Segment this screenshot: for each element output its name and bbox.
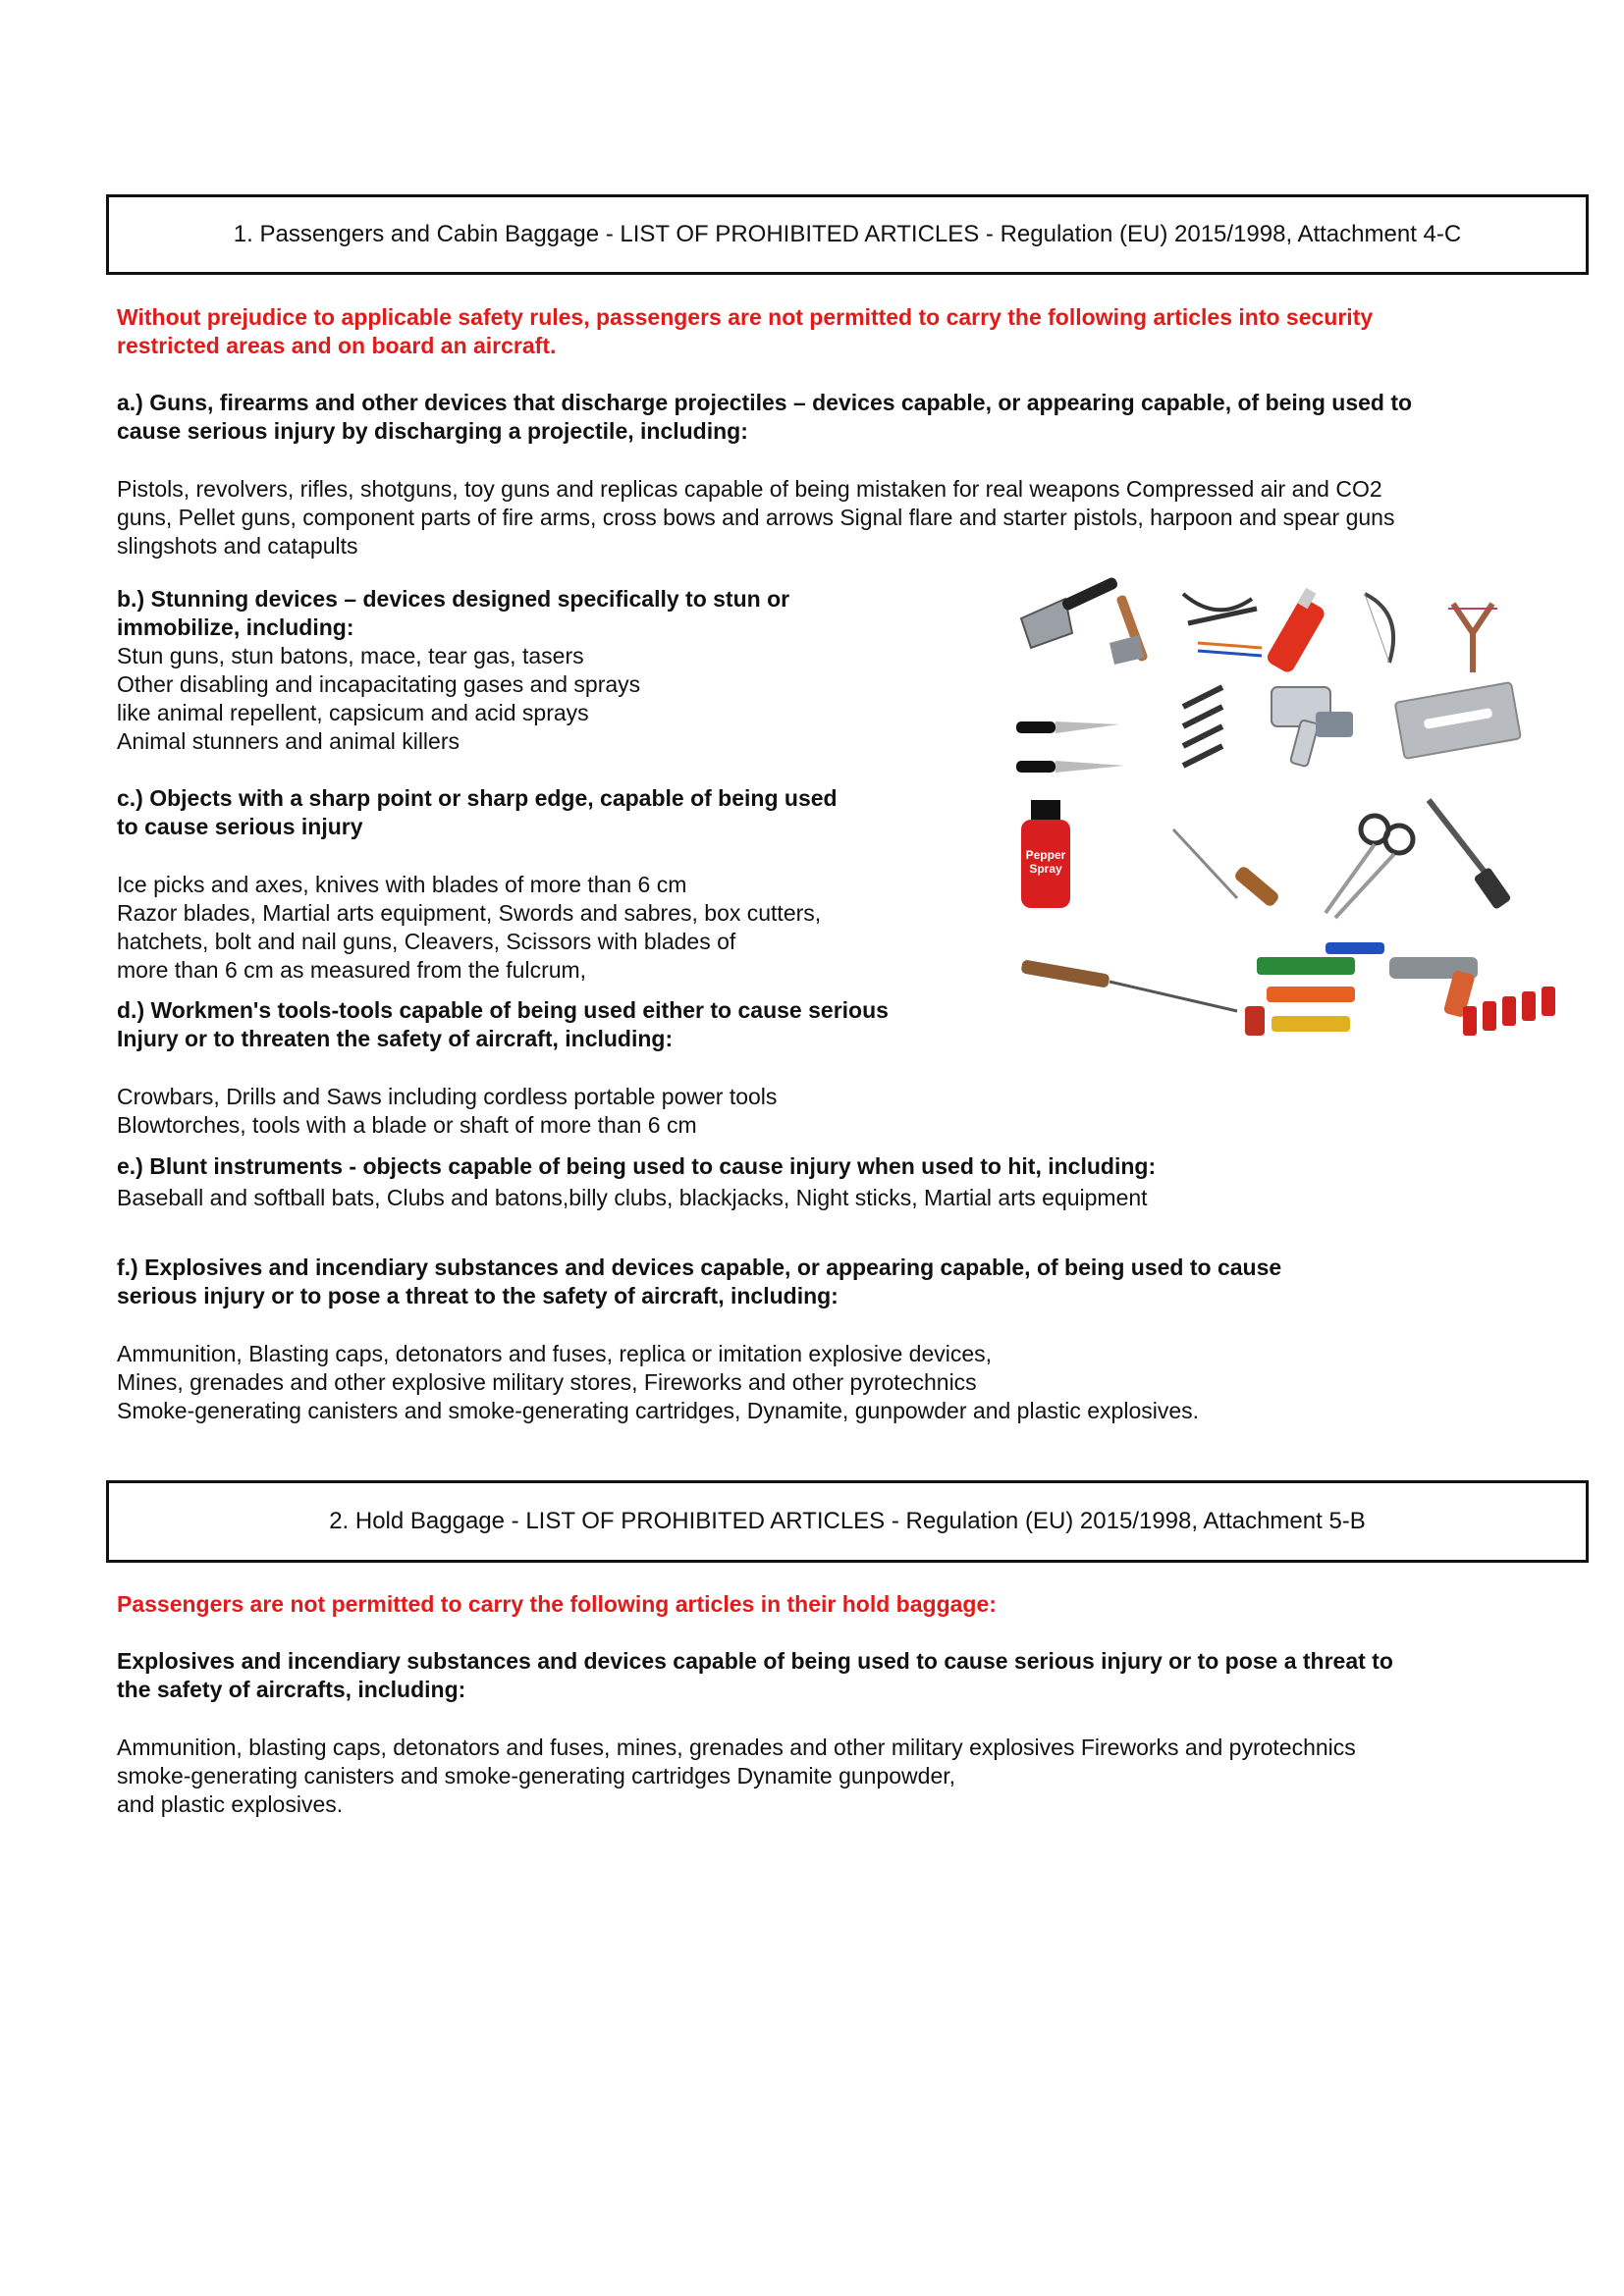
section1-title: 1. Passengers and Cabin Baggage - LIST OF PROHIBITED ARTICLES - Regulation (EU) 2015/1998, Attachment 4-C — [233, 221, 1462, 247]
razor-blade-icon — [1395, 682, 1521, 759]
section-e-heading: e.) Blunt instruments - objects capable of being used to cause injury when used to hit, including: — [117, 1153, 1157, 1179]
knife-icon — [1016, 721, 1124, 773]
section2-intro: Passengers are not permitted to carry the following articles in their hold baggage: — [117, 1591, 997, 1617]
section-a-heading: a.) Guns, firearms and other devices that discharge projectiles – devices capable, or appearing capable, of being used to cause serious injury by discharging a projectile, including: — [117, 390, 1413, 444]
section2-heading: Explosives and incendiary substances and devices capable of being used to cause serious injury or to pose a threat to the safety of aircrafts, including: — [117, 1648, 1393, 1702]
section-c-body: Ice picks and axes, knives with blades of more than 6 cm Razor blades, Martial arts equipment, Swords and sabres, box cutters, hatchets, bolt and nail guns, Cleavers, Scissors with blades of more than 6 cm as measured from the fulcrum, — [117, 872, 822, 983]
section-e-body: Baseball and softball bats, Clubs and batons,billy clubs, blackjacks, Night sticks, Martial arts equipment — [117, 1185, 1148, 1210]
pepper-spray-label: Pepper — [1025, 848, 1066, 862]
section-d-body: Crowbars, Drills and Saws including cordless portable power tools Blowtorches, tools with a blade or shaft of more than 6 cm — [117, 1084, 778, 1138]
slingshot-icon — [1448, 604, 1497, 672]
toy-guns-icon — [1245, 942, 1384, 1036]
axe-icon — [1021, 576, 1119, 648]
section2-body: Ammunition, blasting caps, detonators and fuses, mines, grenades and other military explosives Fireworks and pyrotechnics smoke-generating canisters and smoke-generating cartridges Dynamite gunpowder, and plastic explosives. — [117, 1735, 1356, 1817]
section-f-body: Ammunition, Blasting caps, detonators and fuses, replica or imitation explosive devices, Mines, grenades and other explosive military stores, Fireworks and other pyrotechnics Smoke-generating canisters and smoke-generating cartridges, Dynamite, gunpowder and plastic explosives. — [117, 1341, 1200, 1423]
section1-title-box — [106, 194, 1589, 275]
shotgun-shells-icon — [1463, 987, 1555, 1036]
section-d-heading: d.) Workmen's tools-tools capable of being used either to cause serious Injury or to threaten the safety of aircraft, including: — [117, 997, 889, 1051]
prohibited-items-collage — [1011, 574, 1561, 1060]
collage-svg — [1011, 574, 1561, 1060]
section-f-heading: f.) Explosives and incendiary substances and devices capable, or appearing capable, of being used to cause serious injury or to pose a threat to the safety of aircraft, including: — [117, 1255, 1282, 1308]
bow-icon — [1365, 594, 1393, 663]
section2-title: 2. Hold Baggage - LIST OF PROHIBITED ARTICLES - Regulation (EU) 2015/1998, Attachment 5-B — [329, 1508, 1366, 1534]
flare-gun-icon — [1272, 687, 1353, 767]
svg-text:Spray: Spray — [1029, 862, 1062, 876]
scissors-icon — [1326, 816, 1413, 918]
section-c-heading: c.) Objects with a sharp point or sharp edge, capable of being used to cause serious injury — [117, 785, 838, 839]
section2-title-box — [106, 1480, 1589, 1563]
box-cutter-icon — [1265, 588, 1326, 675]
throwing-knives-icon — [1183, 687, 1222, 766]
section1-intro: Without prejudice to applicable safety rules, passengers are not permitted to carry the following articles into security restricted areas and on board an aircraft. — [117, 304, 1374, 358]
ice-pick-icon — [1173, 829, 1280, 908]
harpoon-icon — [1020, 959, 1237, 1011]
crossbow-icon — [1183, 594, 1262, 656]
pepper-spray-icon — [1021, 800, 1070, 908]
speargun-icon — [1429, 800, 1512, 910]
section-b-body: Stun guns, stun batons, mace, tear gas, tasers Other disabling and incapacitating gases and sprays like animal repellent, capsicum and acid sprays Animal stunners and animal killers — [117, 643, 641, 754]
section-a-body: Pistols, revolvers, rifles, shotguns, toy guns and replicas capable of being mistaken for real weapons Compressed air and CO2 guns, Pellet guns, component parts of fire arms, cross bows and arrows Signal flare and starter pistols, harpoon and spear guns slingshots and catapults — [117, 476, 1395, 559]
section-b-heading: b.) Stunning devices – devices designed specifically to stun or immobilize, including: — [117, 586, 790, 640]
hatchet-icon — [1110, 594, 1149, 665]
